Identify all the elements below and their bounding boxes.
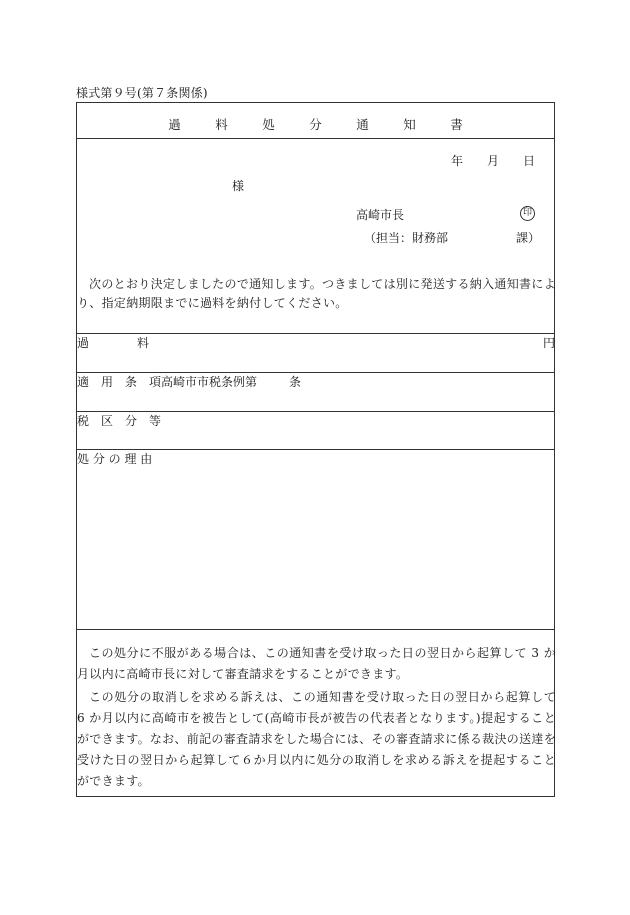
divider — [77, 372, 554, 373]
contact-department: （担当：財務部 — [364, 231, 449, 245]
divider — [77, 449, 554, 450]
divider — [77, 138, 554, 139]
applied-article-text: 高崎市市税条例第 — [161, 375, 258, 389]
contact-section-suffix: 課） — [516, 231, 541, 245]
document-title: 過 料 処 分 通 知 書 — [168, 117, 474, 132]
divider — [77, 411, 554, 412]
reason-label: 処 分 の 理 由 — [77, 452, 153, 466]
seal-icon: 印 — [520, 206, 535, 221]
fine-label: 過 料 — [77, 336, 150, 350]
tax-category-label: 税 区 分 等 — [77, 414, 162, 428]
notice-text: 次のとおり決定しましたので通知します。つきましては別に発送する納入通知書により、指定納期限までに過料を納付してください。 — [77, 277, 556, 310]
date-month: 月 — [487, 154, 500, 168]
appeal-paragraph-2: この処分の取消しを求める訴えは、この通知書を受け取った日の翌日から起算して 6 か月以内に高崎市を被告として(高崎市長が被告の代表者となります。)提起することができます。なお、前記の審査請求をした場合には、その審査請求に係る裁決の送達を受けた日の翌日から起算して６か月以内に処分の取消しを求める訴えを提起することができます。 — [77, 690, 556, 788]
divider — [77, 333, 554, 334]
appeal-paragraph-1: この処分に不服がある場合は、この通知書を受け取った日の翌日から起算して 3 か月以内に高崎市長に対して審査請求をすることができます。 — [77, 646, 556, 681]
divider — [77, 629, 554, 630]
applied-article-label: 適 用 条 項 — [77, 375, 162, 389]
addressee-suffix: 様 — [232, 179, 245, 193]
form-number: 様式第９号(第７条関係) — [76, 86, 208, 100]
notice-form — [76, 102, 555, 797]
issuer-name: 高崎市長 — [356, 208, 405, 222]
date-year: 年 — [451, 154, 464, 168]
fine-unit: 円 — [543, 336, 556, 350]
applied-article-suffix: 条 — [289, 375, 302, 389]
date-day: 日 — [523, 154, 536, 168]
